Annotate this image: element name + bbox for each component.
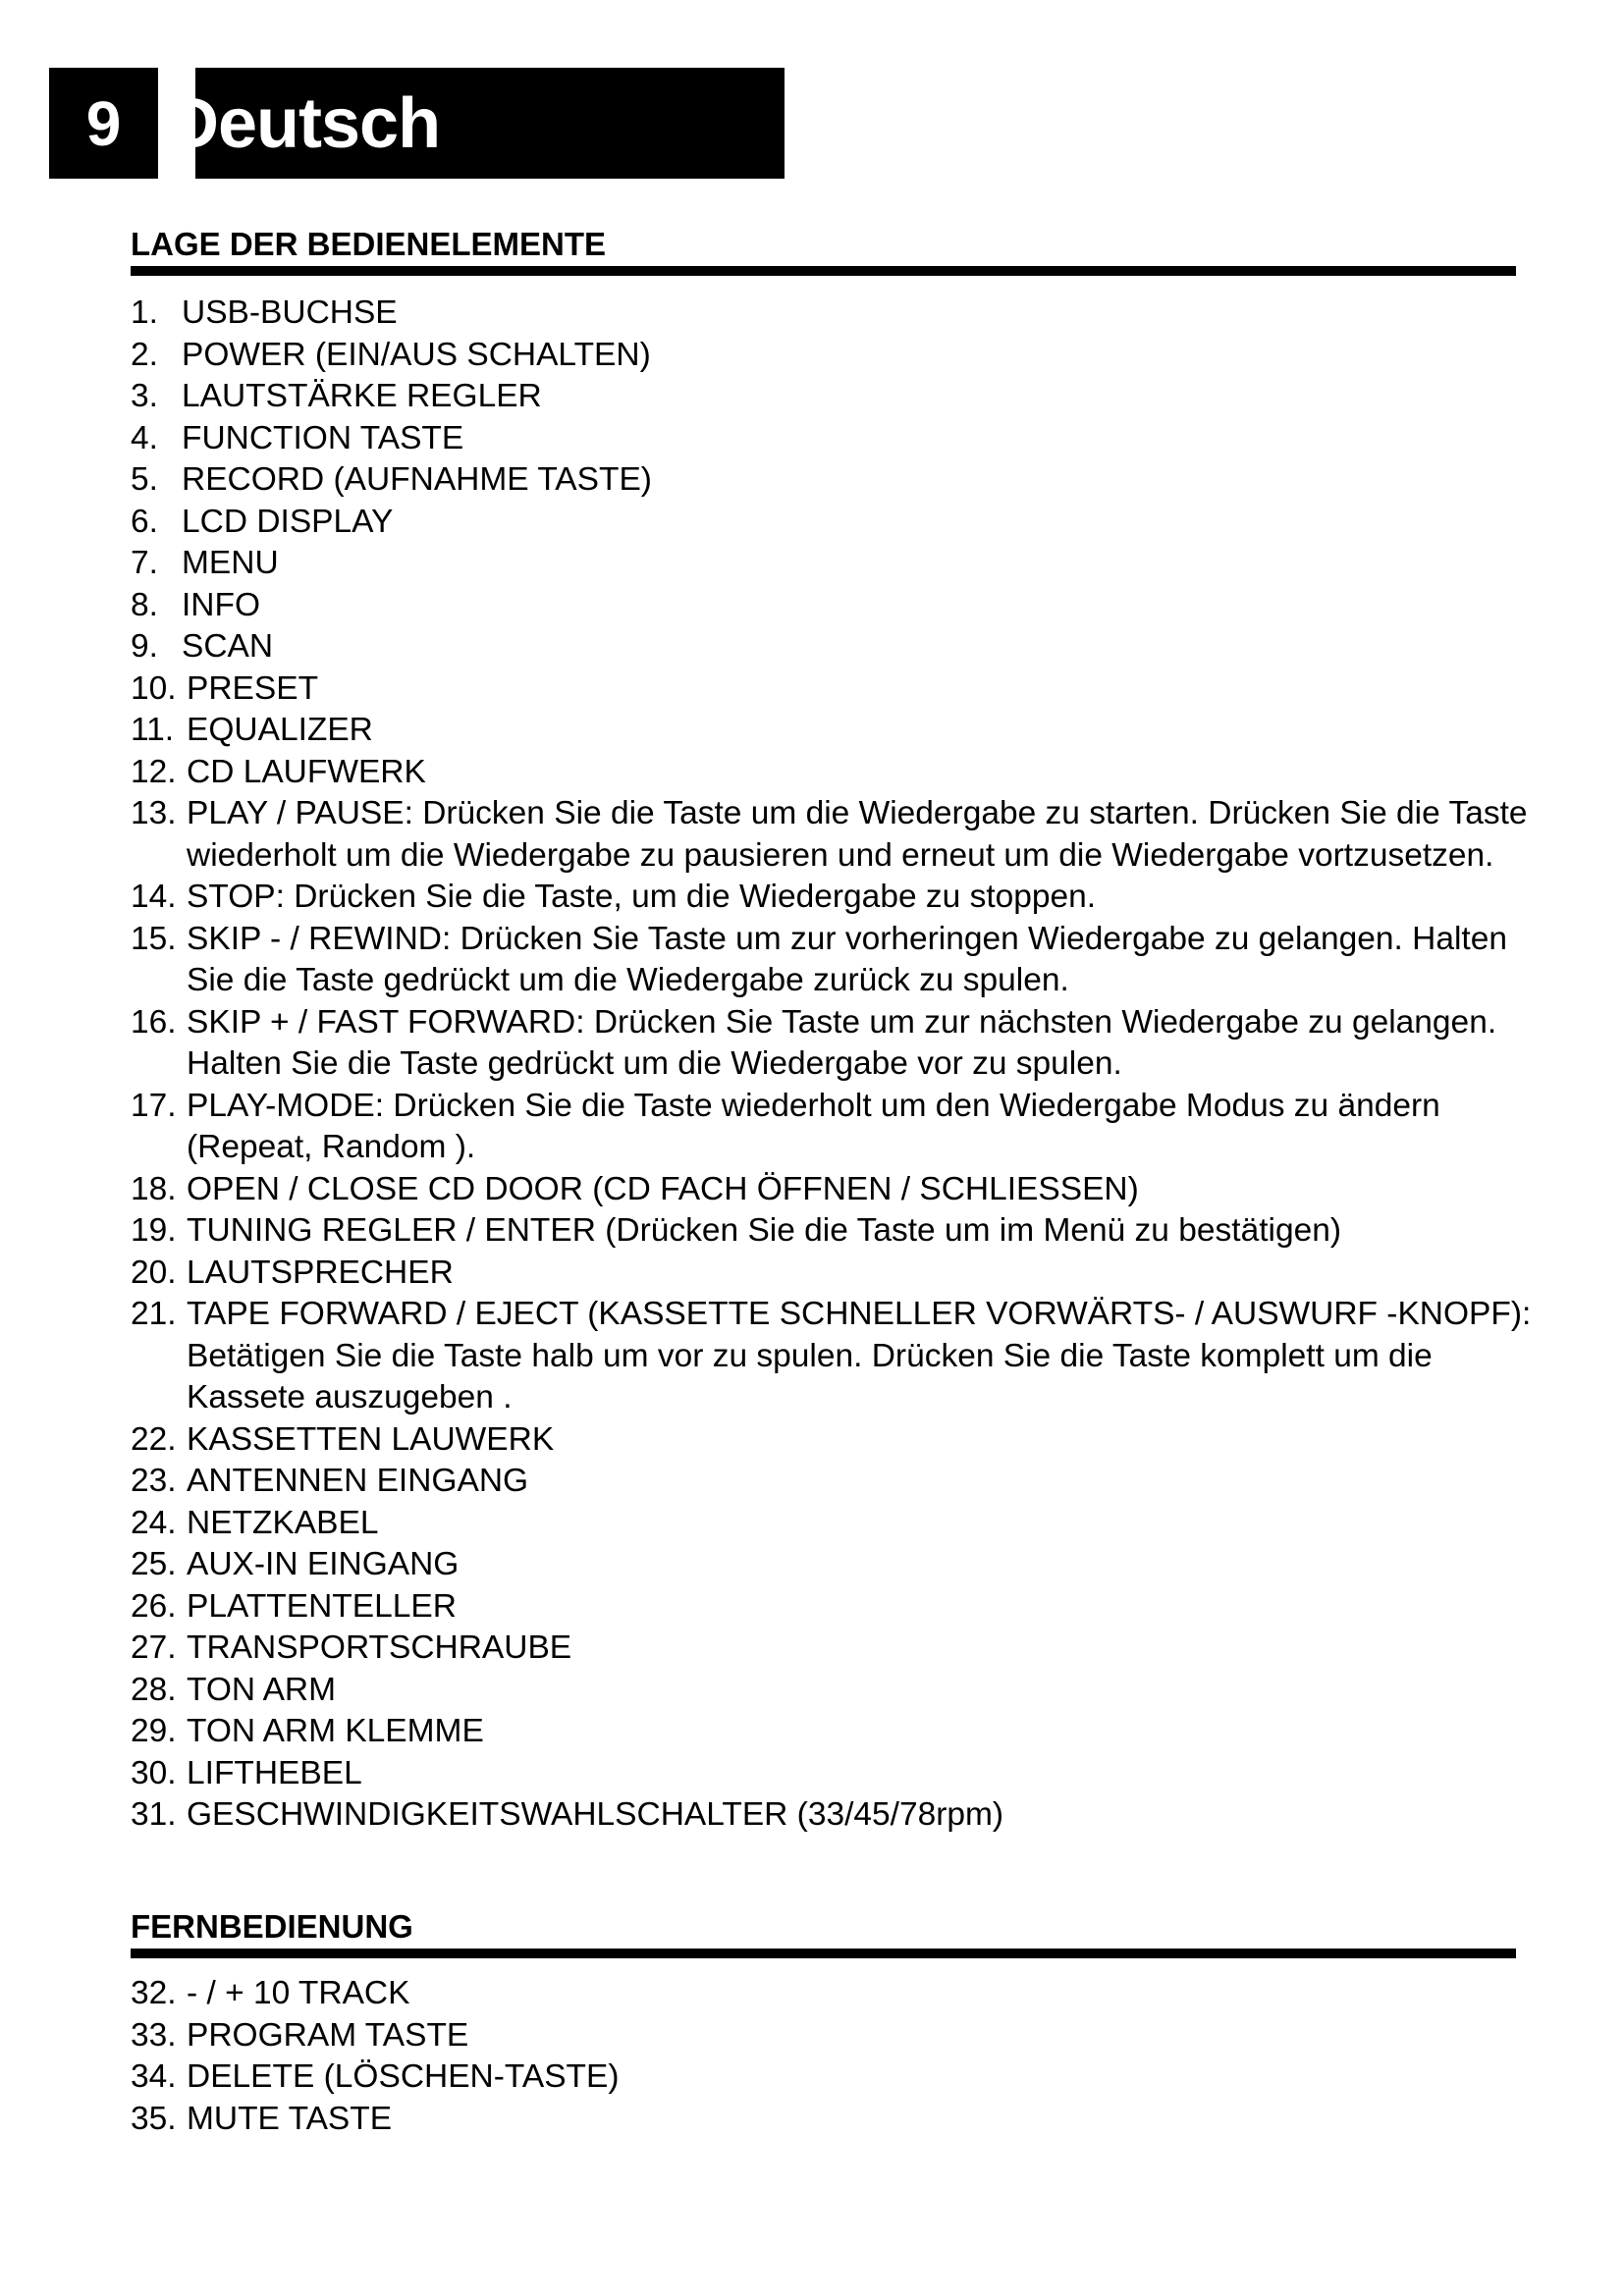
list-item	[131, 1711, 1535, 1753]
list-item-number: 28.	[131, 1671, 177, 1708]
language-banner	[168, 68, 785, 179]
list-item-text: LCD DISPLAY	[182, 503, 394, 540]
list-item	[131, 1753, 1535, 1795]
list-item-number: 23.	[131, 1463, 177, 1499]
list-item-number: 18.	[131, 1170, 177, 1207]
list-item	[131, 1628, 1535, 1670]
list-item-text: PLAY / PAUSE: Drücken Sie die Taste um die Wiedergabe zu starten. Drücken Sie die Taste wiederholt um die Wiedergabe zu pausieren und erneut um die Wiedergabe vortzusetzen.	[187, 795, 1528, 874]
list-item-text: TON ARM KLEMME	[187, 1713, 484, 1749]
list-item-number: 3.	[131, 378, 158, 414]
list-item-text: PRESET	[187, 669, 319, 707]
list-item	[131, 919, 1535, 1002]
list-item-text: TON ARM	[187, 1671, 337, 1708]
list-item-number: 25.	[131, 1546, 177, 1582]
list-item-number: 22.	[131, 1420, 177, 1458]
list-item	[131, 459, 1535, 502]
list-item-text: PLATTENTELLER	[187, 1587, 457, 1625]
list-item	[131, 752, 1535, 794]
list-item	[131, 1253, 1535, 1295]
list-item	[131, 1210, 1535, 1253]
list-item	[131, 1670, 1535, 1712]
section-heading-controls: LAGE DER BEDIENELEMENTE	[131, 225, 1516, 276]
list-item	[131, 2056, 1535, 2099]
list-item-text: STOP: Drücken Sie die Taste, um die Wiedergabe zu stoppen.	[187, 879, 1097, 915]
list-item-text: SCAN	[182, 628, 274, 665]
list-item	[131, 2099, 1535, 2141]
list-item	[131, 418, 1535, 460]
controls-list	[131, 293, 1535, 1837]
list-item-text: MUTE TASTE	[187, 2100, 393, 2137]
list-item-number: 30.	[131, 1754, 177, 1791]
list-item-number: 2.	[131, 336, 158, 373]
list-item-number: 24.	[131, 1504, 177, 1541]
list-item-text: AUX-IN EINGANG	[187, 1546, 460, 1582]
list-item-text: RECORD (AUFNAHME TASTE)	[182, 461, 652, 498]
list-item	[131, 626, 1535, 668]
list-item-text: NETZKABEL	[187, 1504, 379, 1541]
list-item	[131, 1461, 1535, 1503]
list-item	[131, 335, 1535, 377]
list-item-number: 21.	[131, 1296, 177, 1332]
remote-list	[131, 1973, 1535, 2140]
list-item-text: TUNING REGLER / ENTER (Drücken Sie die Taste um im Menü zu bestätigen)	[187, 1212, 1342, 1249]
list-item	[131, 793, 1535, 877]
list-item-text: PLAY-MODE: Drücken Sie die Taste wiederholt um den Wiedergabe Modus zu ändern (Repeat, Random ).	[187, 1087, 1440, 1165]
list-item-number: 16.	[131, 1003, 177, 1041]
list-item	[131, 668, 1535, 711]
list-item	[131, 1503, 1535, 1545]
list-item-number: 10.	[131, 669, 177, 707]
list-item	[131, 543, 1535, 585]
language-title: Deutsch	[168, 83, 441, 163]
list-item	[131, 1544, 1535, 1586]
list-item	[131, 1419, 1535, 1462]
list-item-text: EQUALIZER	[187, 712, 373, 748]
list-item-text: TRANSPORTSCHRAUBE	[187, 1629, 572, 1666]
list-item-number: 13.	[131, 795, 177, 831]
list-item-text: PROGRAM TASTE	[187, 2016, 469, 2054]
list-item-text: FUNCTION TASTE	[182, 419, 464, 456]
list-item	[131, 2015, 1535, 2057]
list-item	[131, 1294, 1535, 1419]
list-item-number: 31.	[131, 1796, 177, 1833]
section-heading-remote: FERNBEDIENUNG	[131, 1907, 1516, 1958]
list-item-number: 6.	[131, 503, 158, 540]
list-item-text: INFO	[182, 586, 261, 623]
list-item-number: 27.	[131, 1629, 177, 1666]
list-item	[131, 877, 1535, 919]
list-item-text: CD LAUFWERK	[187, 753, 426, 790]
list-item-text: MENU	[182, 545, 279, 581]
list-item	[131, 1169, 1535, 1211]
list-item-number: 34.	[131, 2058, 177, 2095]
list-item-text: LAUTSPRECHER	[187, 1254, 454, 1291]
list-item	[131, 1002, 1535, 1086]
list-item-number: 5.	[131, 461, 158, 498]
list-item-number: 20.	[131, 1254, 177, 1291]
list-item-number: 14.	[131, 879, 177, 915]
list-item-text: DELETE (LÖSCHEN-TASTE)	[187, 2058, 620, 2095]
list-item-number: 1.	[131, 294, 158, 331]
list-item-number: 17.	[131, 1087, 177, 1124]
list-item-number: 32.	[131, 1975, 177, 2011]
list-item-number: 33.	[131, 2016, 177, 2054]
list-item-text: - / + 10 TRACK	[187, 1975, 410, 2011]
list-item-number: 4.	[131, 419, 158, 456]
list-item-number: 7.	[131, 545, 158, 581]
list-item-text: LIFTHEBEL	[187, 1754, 362, 1791]
page-number: 9	[49, 68, 158, 179]
list-item-text: LAUTSTÄRKE REGLER	[182, 378, 542, 414]
list-item-number: 35.	[131, 2100, 177, 2137]
list-item-number: 8.	[131, 586, 158, 623]
list-item-number: 11.	[131, 712, 175, 748]
list-item-text: SKIP + / FAST FORWARD: Drücken Sie Taste um zur nächsten Wiedergabe zu gelangen. Halten Sie die Taste gedrückt um die Wiedergabe vor zu spulen.	[187, 1003, 1497, 1082]
list-item	[131, 1586, 1535, 1629]
list-item-text: USB-BUCHSE	[182, 294, 398, 331]
list-item-text: TAPE FORWARD / EJECT (KASSETTE SCHNELLER VORWÄRTS- / AUSWURF -KNOPF): Betätigen Sie die Taste halb um vor zu spulen. Drücken Sie die Taste komplett um die Kassete auszugeben .	[187, 1296, 1532, 1415]
list-item	[131, 1794, 1535, 1837]
list-item-number: 9.	[131, 628, 158, 665]
list-item	[131, 293, 1535, 335]
list-item-number: 12.	[131, 753, 177, 790]
list-item-text: OPEN / CLOSE CD DOOR (CD FACH ÖFFNEN / SCHLIESSEN)	[187, 1170, 1139, 1207]
list-item-number: 29.	[131, 1713, 177, 1749]
list-item	[131, 376, 1535, 418]
list-item-number: 26.	[131, 1587, 177, 1625]
list-item	[131, 585, 1535, 627]
list-item-text: SKIP - / REWIND: Drücken Sie Taste um zur vorheringen Wiedergabe zu gelangen. Halten Sie die Taste gedrückt um die Wiedergabe zurück zu spulen.	[187, 920, 1507, 998]
list-item	[131, 710, 1535, 752]
list-item-text: GESCHWINDIGKEITSWAHLSCHALTER (33/45/78rpm)	[187, 1796, 1004, 1833]
list-item	[131, 1973, 1535, 2015]
list-item-number: 19.	[131, 1212, 177, 1249]
list-item	[131, 502, 1535, 544]
list-item-number: 15.	[131, 920, 177, 957]
list-item-text: POWER (EIN/AUS SCHALTEN)	[182, 336, 651, 373]
list-item-text: KASSETTEN LAUWERK	[187, 1420, 555, 1458]
list-item	[131, 1086, 1535, 1169]
list-item-text: ANTENNEN EINGANG	[187, 1463, 529, 1499]
